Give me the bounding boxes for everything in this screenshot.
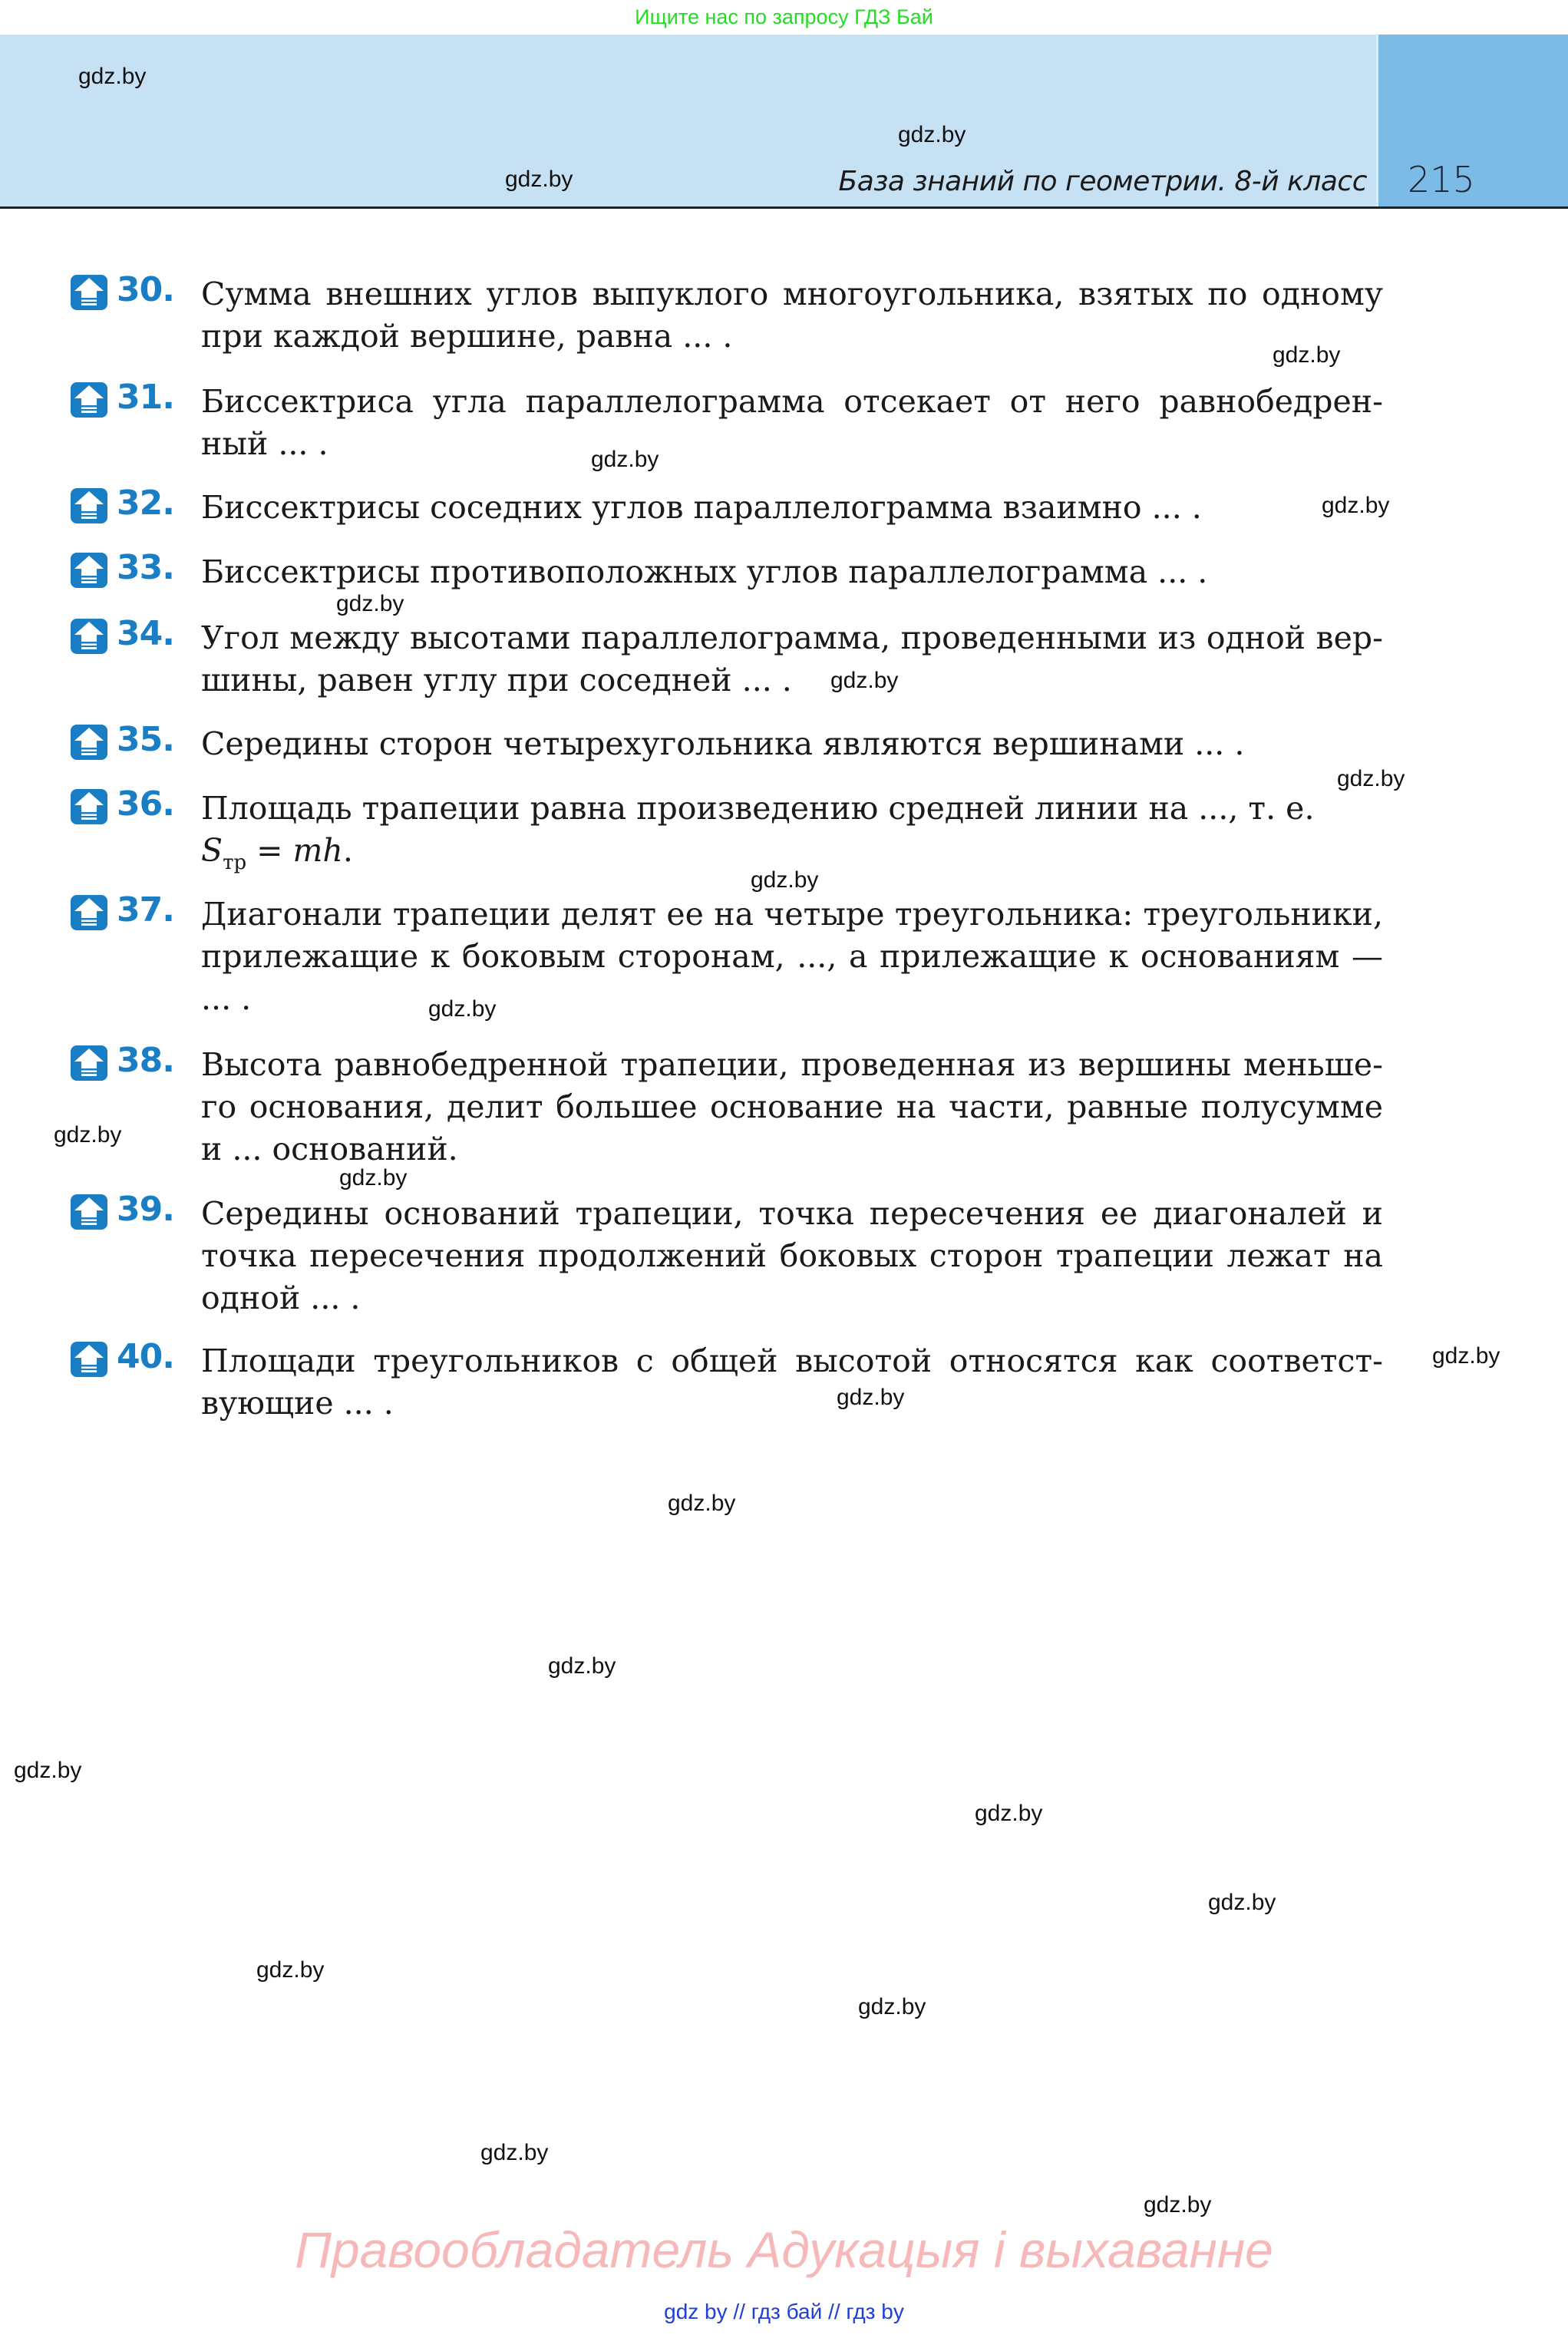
house-arrow-icon [71,275,107,310]
question-text: Биссектриса угла параллелограмма отсекает от него равнобедренный ... . [201,383,1383,462]
watermark: gdz.by [751,867,819,893]
formula: $S_{тр}$ = mh. [201,832,353,874]
question-body [201,617,1383,702]
watermark: gdz.by [1273,342,1341,368]
watermark: gdz.by [591,447,659,472]
question-number: 38. [117,1041,174,1080]
page-number-box [1376,35,1568,206]
top-banner: Ищите нас по запросу ГДЗ Бай [635,5,933,28]
watermark: gdz.by [837,1385,905,1410]
question-number: 36. [117,784,174,824]
watermark: gdz.by [668,1491,736,1516]
question-number: 35. [117,720,174,759]
house-arrow-icon [71,488,107,523]
watermark: gdz.by [480,2140,549,2165]
watermark: gdz.by [54,1122,122,1148]
running-title: База знаний по геометрии. 8-й класс [838,166,1367,197]
question-body [201,893,1383,1020]
watermark: gdz.by [1144,2192,1212,2217]
watermark: gdz.by [1337,766,1405,791]
house-arrow-icon [71,619,107,654]
question-body [201,1044,1383,1171]
question-text: Биссектрисы противоположных углов параллелограмма ... . [201,553,1208,590]
question-text: Угол между высотами параллелограмма, проведенными из одной вершины, равен углу при соседней ... . [201,619,1383,698]
watermark: gdz.by [14,1758,82,1783]
question-body [201,487,1383,529]
question-number: 30. [117,270,174,309]
house-arrow-icon [71,553,107,588]
question-text: Высота равнобедренной трапеции, проведенная из вершины меньшего основания, делит большее основание на части, равные полусумме и ... оснований. [201,1046,1383,1167]
watermark: gdz.by [858,1994,926,2019]
house-arrow-icon [71,789,107,824]
question-number: 40. [117,1337,174,1376]
watermark: gdz.by [256,1957,325,1983]
house-arrow-icon [71,382,107,418]
watermark: gdz.by [78,64,147,89]
question-body [201,273,1383,358]
watermark: gdz.by [1322,493,1390,518]
house-arrow-icon [71,725,107,760]
question-text: Середины сторон четырехугольника являются вершинами ... . [201,725,1245,762]
question-number: 34. [117,614,174,653]
question-text: Биссектрисы соседних углов параллелограмма взаимно ... . [201,489,1202,526]
question-text: Диагонали трапеции делят ее на четыре треугольника: треугольники, прилежащие к боковым сторонам, ..., а прилежащие к основаниям — ... . [201,896,1383,1017]
question-body [201,1340,1383,1425]
footer-links[interactable]: gdz by // гдз бай // гдз by [664,2300,904,2323]
question-body [201,723,1383,765]
question-text: Сумма внешних углов выпуклого многоугольника, взятых по одному при каждой вершине, равна ... . [201,276,1383,355]
watermark: gdz.by [830,668,899,693]
question-body [201,381,1383,465]
question-number: 39. [117,1190,174,1229]
house-arrow-icon [71,1342,107,1377]
house-arrow-icon [71,1045,107,1081]
watermark: gdz.by [975,1801,1043,1826]
question-body [201,1193,1383,1319]
page-header [0,35,1568,209]
house-arrow-icon [71,895,107,930]
watermark: gdz.by [336,591,404,616]
watermark: gdz.by [339,1165,408,1190]
watermark: gdz.by [1208,1890,1276,1915]
question-text: Середины оснований трапеции, точка пересечения ее диагоналей и точка пересечения продолжений боковых сторон трапеции лежат на одной ... . [201,1195,1383,1316]
question-text: Площади треугольников с общей высотой относятся как соответствующие ... . [201,1342,1383,1422]
question-text: Площадь трапеции равна произведению средней линии на ..., т. е. [201,790,1315,827]
question-body [201,551,1383,593]
question-number: 37. [117,890,174,930]
question-number: 31. [117,378,174,417]
watermark: gdz.by [898,122,966,147]
question-number: 32. [117,484,174,523]
copyright-notice: Правообладатель Адукацыя і выхаванне [295,2221,1273,2278]
house-arrow-icon [71,1194,107,1230]
watermark: gdz.by [548,1653,616,1679]
page-number: 215 [1408,159,1475,200]
watermark: gdz.by [505,167,573,192]
question-number: 33. [117,548,174,587]
watermark: gdz.by [1432,1343,1500,1369]
watermark: gdz.by [428,996,497,1022]
